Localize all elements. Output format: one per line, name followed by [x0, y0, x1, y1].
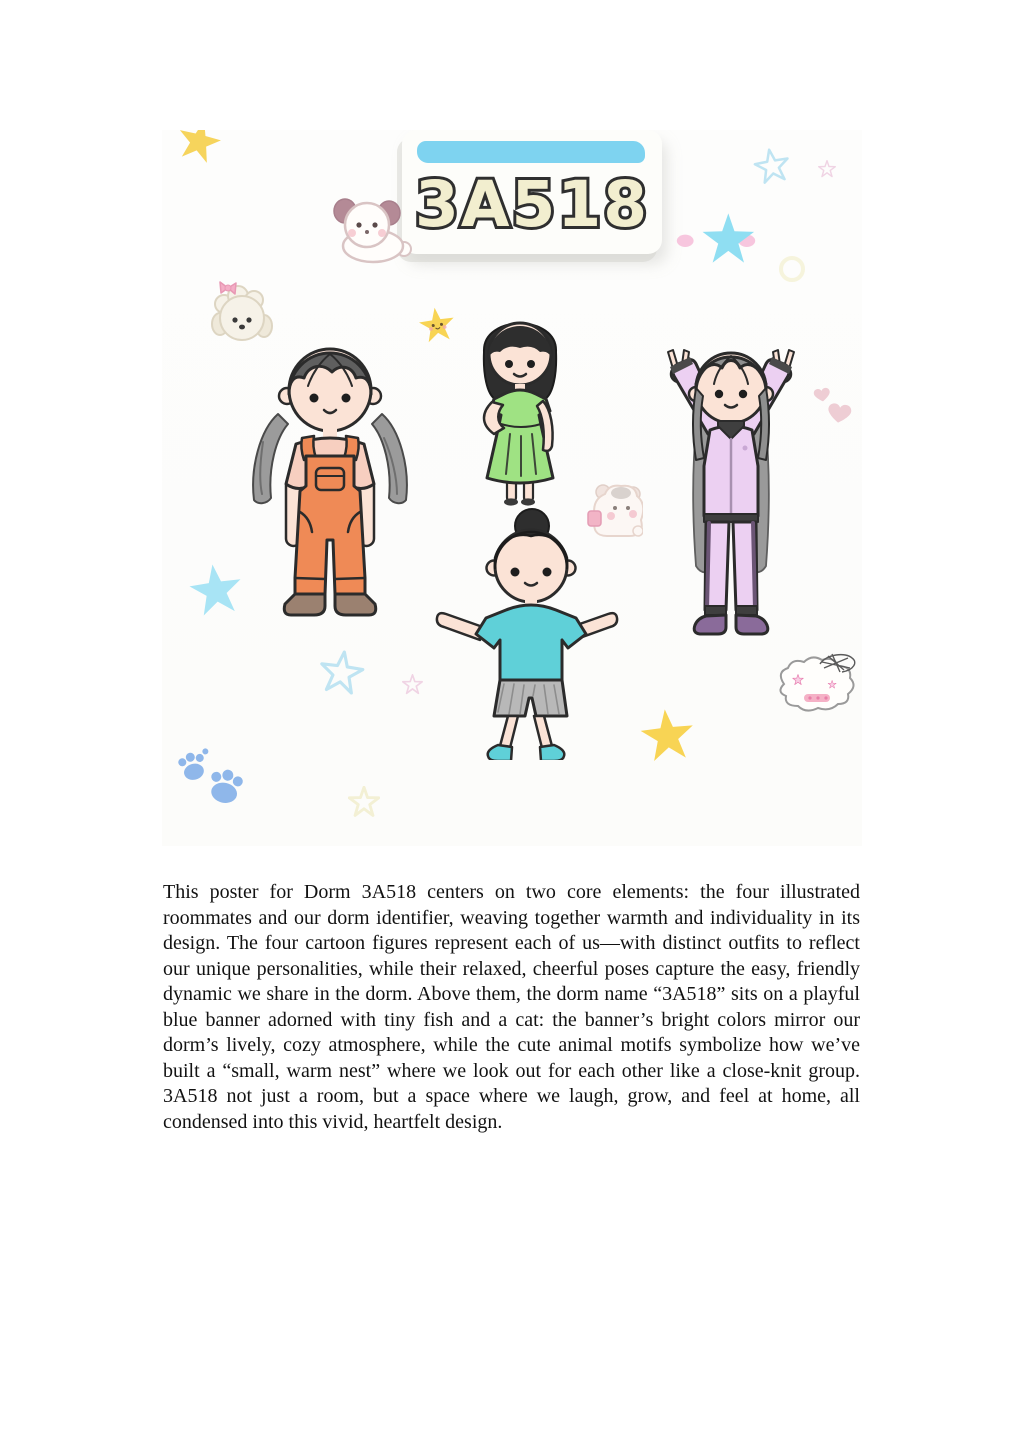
outlined-blue-star-icon [316, 647, 367, 698]
faint-dot-icon [779, 256, 805, 282]
yellow-star-icon [636, 704, 699, 767]
girl-tracksuit-peace [660, 326, 802, 652]
hearts-icon [808, 385, 854, 431]
paw-prints-icon [174, 746, 256, 808]
girl-bun-arms-spread [434, 502, 620, 760]
outlined-pink-star-icon [402, 674, 423, 695]
puppy-icon [325, 192, 417, 264]
poster-description-paragraph: This poster for Dorm 3A518 centers on two core elements: the four illustrated roommates and our dorm identifier, weaving together warmth and individuality in its design. The four cartoon figures represent each of us—with distinct outfits to reflect our unique personalities, while their relaxed, cheerful poses capture the easy, friendly dynamic we share in the dorm. Above them, the dorm name “3A518” sits on a playful blue banner adorned with tiny fish and a cat: the banner’s bright colors mirror our dorm’s lively, cozy atmosphere, while the cute animal motifs symbolize how we’ve built a “small, warm nest” where we look out for each other like a close-knit group. 3A518 not just a room, but a space where we laugh, grow, and feel at home, all condensed into this vivid, heartfelt design. [163, 881, 860, 1133]
svg-text:3A518: 3A518 [414, 168, 650, 241]
dorm-poster-illustration [162, 130, 862, 846]
yellow-star-icon [171, 130, 227, 169]
sheep-doodle-icon [770, 650, 862, 718]
faint-yellow-star-icon [348, 786, 380, 818]
outlined-blue-star-icon [751, 145, 793, 187]
winged-star-icon [675, 210, 757, 266]
girl-bob-green-dress [464, 302, 576, 506]
dorm-number [402, 160, 662, 248]
girl-pigtails-overalls [234, 328, 426, 630]
blue-star-icon [184, 558, 247, 621]
outlined-pink-star-icon [818, 160, 836, 178]
dorm-name-plate [402, 130, 662, 254]
